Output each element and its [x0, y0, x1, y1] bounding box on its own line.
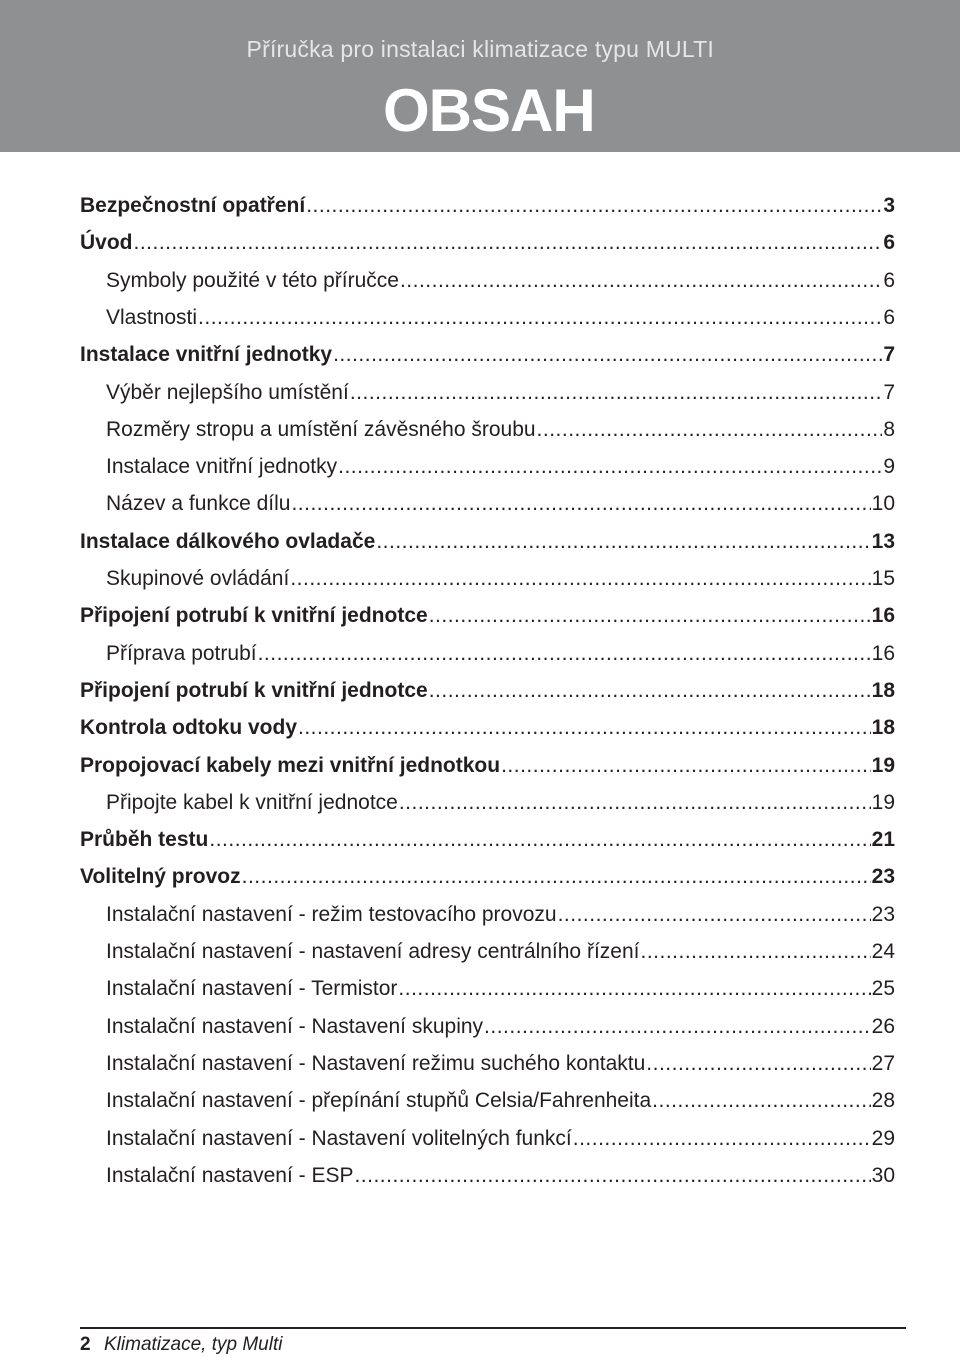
toc-entry-label: Instalace dálkového ovladače — [80, 529, 376, 553]
toc-entry-label: Instalační nastavení - Nastavení skupiny — [106, 1014, 484, 1038]
toc-entry-page: 23 — [871, 902, 895, 926]
toc-entry — [106, 376, 895, 410]
toc-entry-label: Průběh testu — [80, 828, 209, 852]
toc-entry-label: Instalační nastavení - Nastavení volitelných funkcí — [106, 1126, 572, 1150]
toc-dot-leader — [134, 226, 883, 260]
toc-dot-leader — [291, 487, 870, 521]
footer-divider — [80, 1327, 906, 1329]
toc-entry — [106, 972, 895, 1006]
toc-entry — [106, 1159, 895, 1193]
toc-entry-label: Připojte kabel k vnitřní jednotce — [106, 790, 398, 814]
toc-entry — [106, 898, 895, 932]
toc-entry-label: Instalace vnitřní jednotky — [80, 343, 333, 367]
toc-entry-label: Propojovací kabely mezi vnitřní jednotkou — [80, 753, 501, 777]
toc-entry-label: Výběr nejlepšího umístění — [106, 380, 349, 404]
toc-entry — [106, 1084, 895, 1118]
toc-entry-page: 28 — [871, 1089, 895, 1113]
toc-entry — [80, 749, 895, 783]
toc-entry-label: Bezpečnostní opatření — [80, 194, 306, 217]
toc-entry-label: Úvod — [80, 231, 133, 255]
toc-entry-label: Rozměry stropu a umístění závěsného šroubu — [106, 417, 536, 441]
toc-dot-leader — [198, 301, 882, 335]
toc-entry-label: Instalace vnitřní jednotky — [106, 455, 338, 479]
toc-entry — [80, 823, 895, 857]
toc-entry-page: 10 — [871, 492, 895, 516]
toc-dot-leader — [298, 711, 871, 745]
toc-dot-leader — [399, 786, 871, 820]
toc-entry-page: 13 — [871, 529, 895, 553]
toc-entry — [106, 487, 895, 521]
toc-entry — [106, 413, 895, 447]
toc-entry-page: 3 — [883, 194, 895, 217]
toc-entry-page: 26 — [871, 1014, 895, 1038]
toc-dot-leader — [501, 749, 871, 783]
toc-entry-label: Instalační nastavení - nastavení adresy centrálního řízení — [106, 940, 640, 963]
toc-entry-label: Symboly použité v této příručce — [106, 268, 399, 292]
toc-entry — [80, 525, 895, 559]
toc-entry-page: 15 — [871, 567, 895, 590]
toc-entry — [80, 338, 895, 372]
toc-entry-label: Název a funkce dílu — [106, 492, 291, 516]
toc-dot-leader — [290, 562, 870, 596]
toc-entry-page: 24 — [871, 940, 895, 963]
page-header — [0, 0, 960, 152]
toc-dot-leader — [400, 264, 882, 298]
toc-dot-leader — [242, 860, 871, 894]
toc-entry — [106, 450, 895, 484]
toc-entry — [106, 935, 895, 969]
toc-entry-page: 25 — [871, 977, 895, 1001]
toc-entry-label: Instalační nastavení - přepínání stupňů Celsia/Fahrenheita — [106, 1089, 652, 1113]
toc-entry-label: Instalační nastavení - ESP — [106, 1163, 354, 1187]
toc-dot-leader — [306, 189, 882, 223]
toc-entry-page: 19 — [871, 790, 895, 814]
toc-entry — [80, 599, 895, 633]
toc-entry — [106, 1010, 895, 1044]
toc-entry — [80, 189, 895, 223]
toc-dot-leader — [573, 1122, 871, 1156]
toc-entry — [80, 860, 895, 894]
page-title: OBSAH — [383, 77, 595, 144]
toc-entry-page: 8 — [883, 417, 895, 441]
toc-entry-page: 7 — [883, 343, 895, 367]
toc-entry — [106, 637, 895, 671]
toc-dot-leader — [350, 376, 883, 410]
toc-entry — [80, 226, 895, 260]
toc-dot-leader — [558, 898, 871, 932]
toc-dot-leader — [333, 338, 882, 372]
toc-entry-page: 16 — [871, 604, 895, 628]
toc-entry-page: 16 — [871, 641, 895, 665]
toc-entry-label: Připojení potrubí k vnitřní jednotce — [80, 604, 428, 628]
toc-entry-page: 23 — [871, 865, 895, 889]
toc-entry-page: 6 — [883, 231, 895, 255]
toc-entry-page: 27 — [871, 1051, 895, 1075]
toc-entry-label: Instalační nastavení - Nastavení režimu suchého kontaktu — [106, 1051, 646, 1075]
toc-dot-leader — [338, 450, 882, 484]
toc-dot-leader — [398, 972, 870, 1006]
toc-entry-label: Instalační nastavení - Termistor — [106, 977, 398, 1001]
toc-dot-leader — [652, 1084, 870, 1118]
toc-dot-leader — [354, 1159, 870, 1193]
toc-entry-label: Příprava potrubí — [106, 641, 257, 665]
toc-dot-leader — [209, 823, 870, 857]
header-subtitle: Příručka pro instalaci klimatizace typu MULTI — [246, 36, 714, 62]
toc-entry-page: 6 — [883, 268, 895, 292]
toc-entry — [80, 674, 895, 708]
toc-entry — [106, 562, 895, 596]
toc-entry-page: 18 — [871, 678, 895, 702]
toc-entry-label: Vlastnosti — [106, 305, 198, 329]
toc-entry-page: 30 — [871, 1163, 895, 1187]
toc-dot-leader — [640, 935, 870, 969]
toc-dot-leader — [376, 525, 870, 559]
toc-entry — [106, 264, 895, 298]
toc-entry-page: 19 — [871, 753, 895, 777]
toc-dot-leader — [646, 1047, 870, 1081]
toc-entry-label: Kontrola odtoku vody — [80, 716, 297, 740]
toc-entry-page: 7 — [883, 380, 895, 404]
toc-dot-leader — [484, 1010, 871, 1044]
toc-entry — [106, 1122, 895, 1156]
footer-text: Klimatizace, typ Multi — [104, 1334, 283, 1355]
toc-entry-page: 6 — [883, 305, 895, 329]
toc-entry-label: Připojení potrubí k vnitřní jednotce — [80, 678, 428, 702]
toc-entry-label: Instalační nastavení - režim testovacího provozu — [106, 902, 557, 926]
toc-entry — [106, 786, 895, 820]
toc-dot-leader — [429, 599, 871, 633]
toc-entry-label: Skupinové ovládání — [106, 567, 290, 590]
toc-entry-page: 18 — [871, 716, 895, 740]
toc-entry-page: 29 — [871, 1126, 895, 1150]
toc-entry — [106, 301, 895, 335]
footer-page-number: 2 — [80, 1334, 91, 1355]
toc-dot-leader — [258, 637, 871, 671]
toc-entry — [106, 1047, 895, 1081]
toc-dot-leader — [537, 413, 883, 447]
toc-entry-label: Volitelný provoz — [80, 865, 241, 889]
toc-entry — [80, 711, 895, 745]
toc-entry-page: 9 — [883, 455, 895, 479]
toc-dot-leader — [429, 674, 871, 708]
toc-entry-page: 21 — [871, 828, 895, 852]
